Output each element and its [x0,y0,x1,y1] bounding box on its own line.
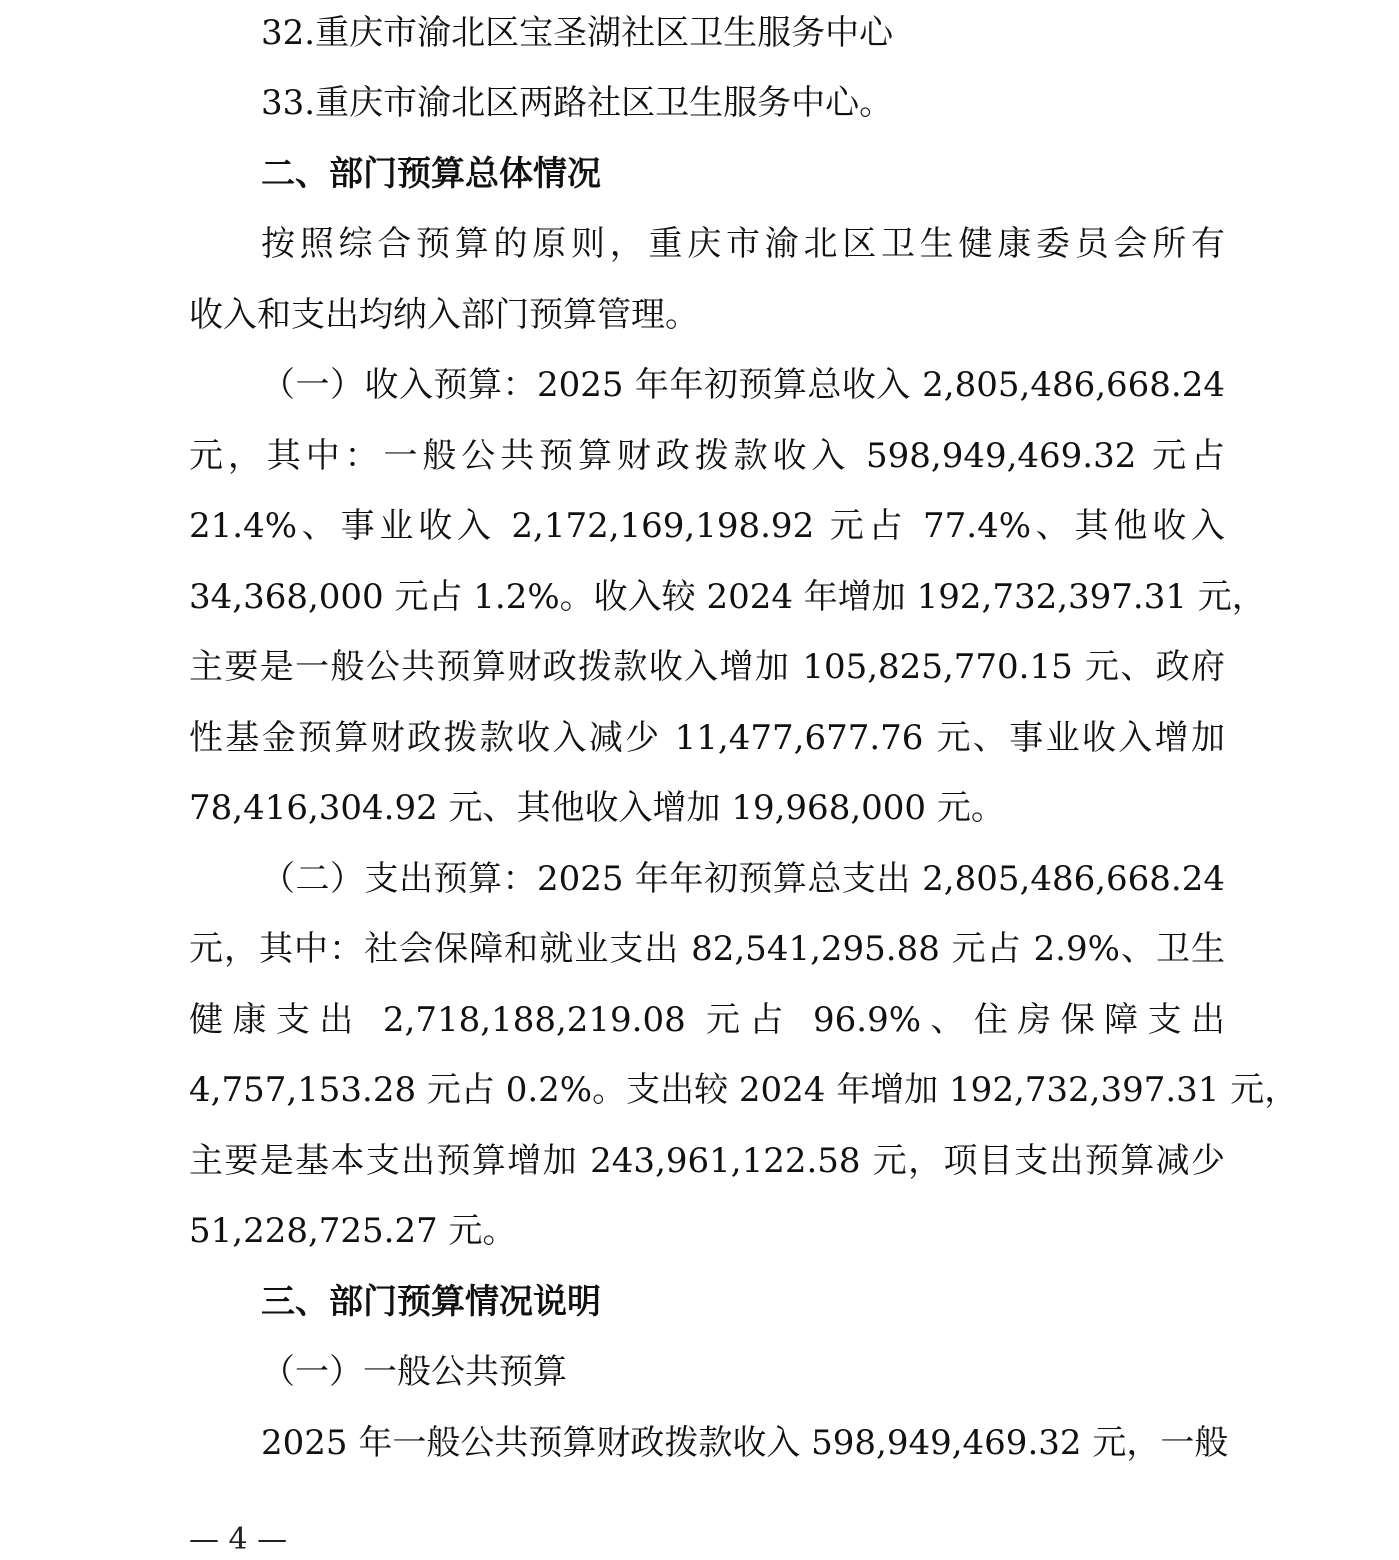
paragraph-line: 元，其中：一般公共预算财政拨款收入 598,949,469.32 元占 [189,436,1225,476]
paragraph-line: 2025 年一般公共预算财政拨款收入 598,949,469.32 元，一般 [261,1423,1229,1463]
paragraph-line: 78,416,304.92 元、其他收入增加 19,968,000 元。 [189,788,1005,828]
paragraph-line: 按照综合预算的原则，重庆市渝北区卫生健康委员会所有 [261,224,1225,264]
paragraph-line: 收入和支出均纳入部门预算管理。 [189,295,699,335]
paragraph-line: 健康支出 2,718,188,219.08 元占 96.9%、住房保障支出 [189,1000,1225,1040]
paragraph-line: 51,228,725.27 元。 [189,1211,517,1251]
paragraph-line: 主要是基本支出预算增加 243,961,122.58 元，项目支出预算减少 [189,1141,1225,1181]
paragraph-line: 性基金预算财政拨款收入减少 11,477,677.76 元、事业收入增加 [189,718,1225,758]
expenditure-budget-line: （二）支出预算：2025 年年初预算总支出 2,805,486,668.24 [261,859,1225,899]
list-item-33: 33.重庆市渝北区两路社区卫生服务中心。 [261,83,894,123]
paragraph-line: 4,757,153.28 元占 0.2%。支出较 2024 年增加 192,732,397.31 元， [189,1070,1299,1110]
paragraph-line: 主要是一般公共预算财政拨款收入增加 105,825,770.15 元、政府 [189,647,1225,687]
income-budget-line: （一）收入预算：2025 年年初预算总收入 2,805,486,668.24 [261,365,1225,405]
subsection-heading: （一）一般公共预算 [261,1352,567,1392]
list-item-32: 32.重庆市渝北区宝圣湖社区卫生服务中心 [261,13,894,53]
section-heading-2: 二、部门预算总体情况 [261,154,601,194]
page-number: — 4 — [189,1522,288,1557]
section-heading-3: 三、部门预算情况说明 [261,1282,601,1322]
paragraph-line: 21.4%、事业收入 2,172,169,198.92 元占 77.4%、其他收入 [189,506,1225,546]
paragraph-line: 元，其中：社会保障和就业支出 82,541,295.88 元占 2.9%、卫生 [189,929,1225,969]
paragraph-line: 34,368,000 元占 1.2%。收入较 2024 年增加 192,732,397.31 元， [189,577,1266,617]
